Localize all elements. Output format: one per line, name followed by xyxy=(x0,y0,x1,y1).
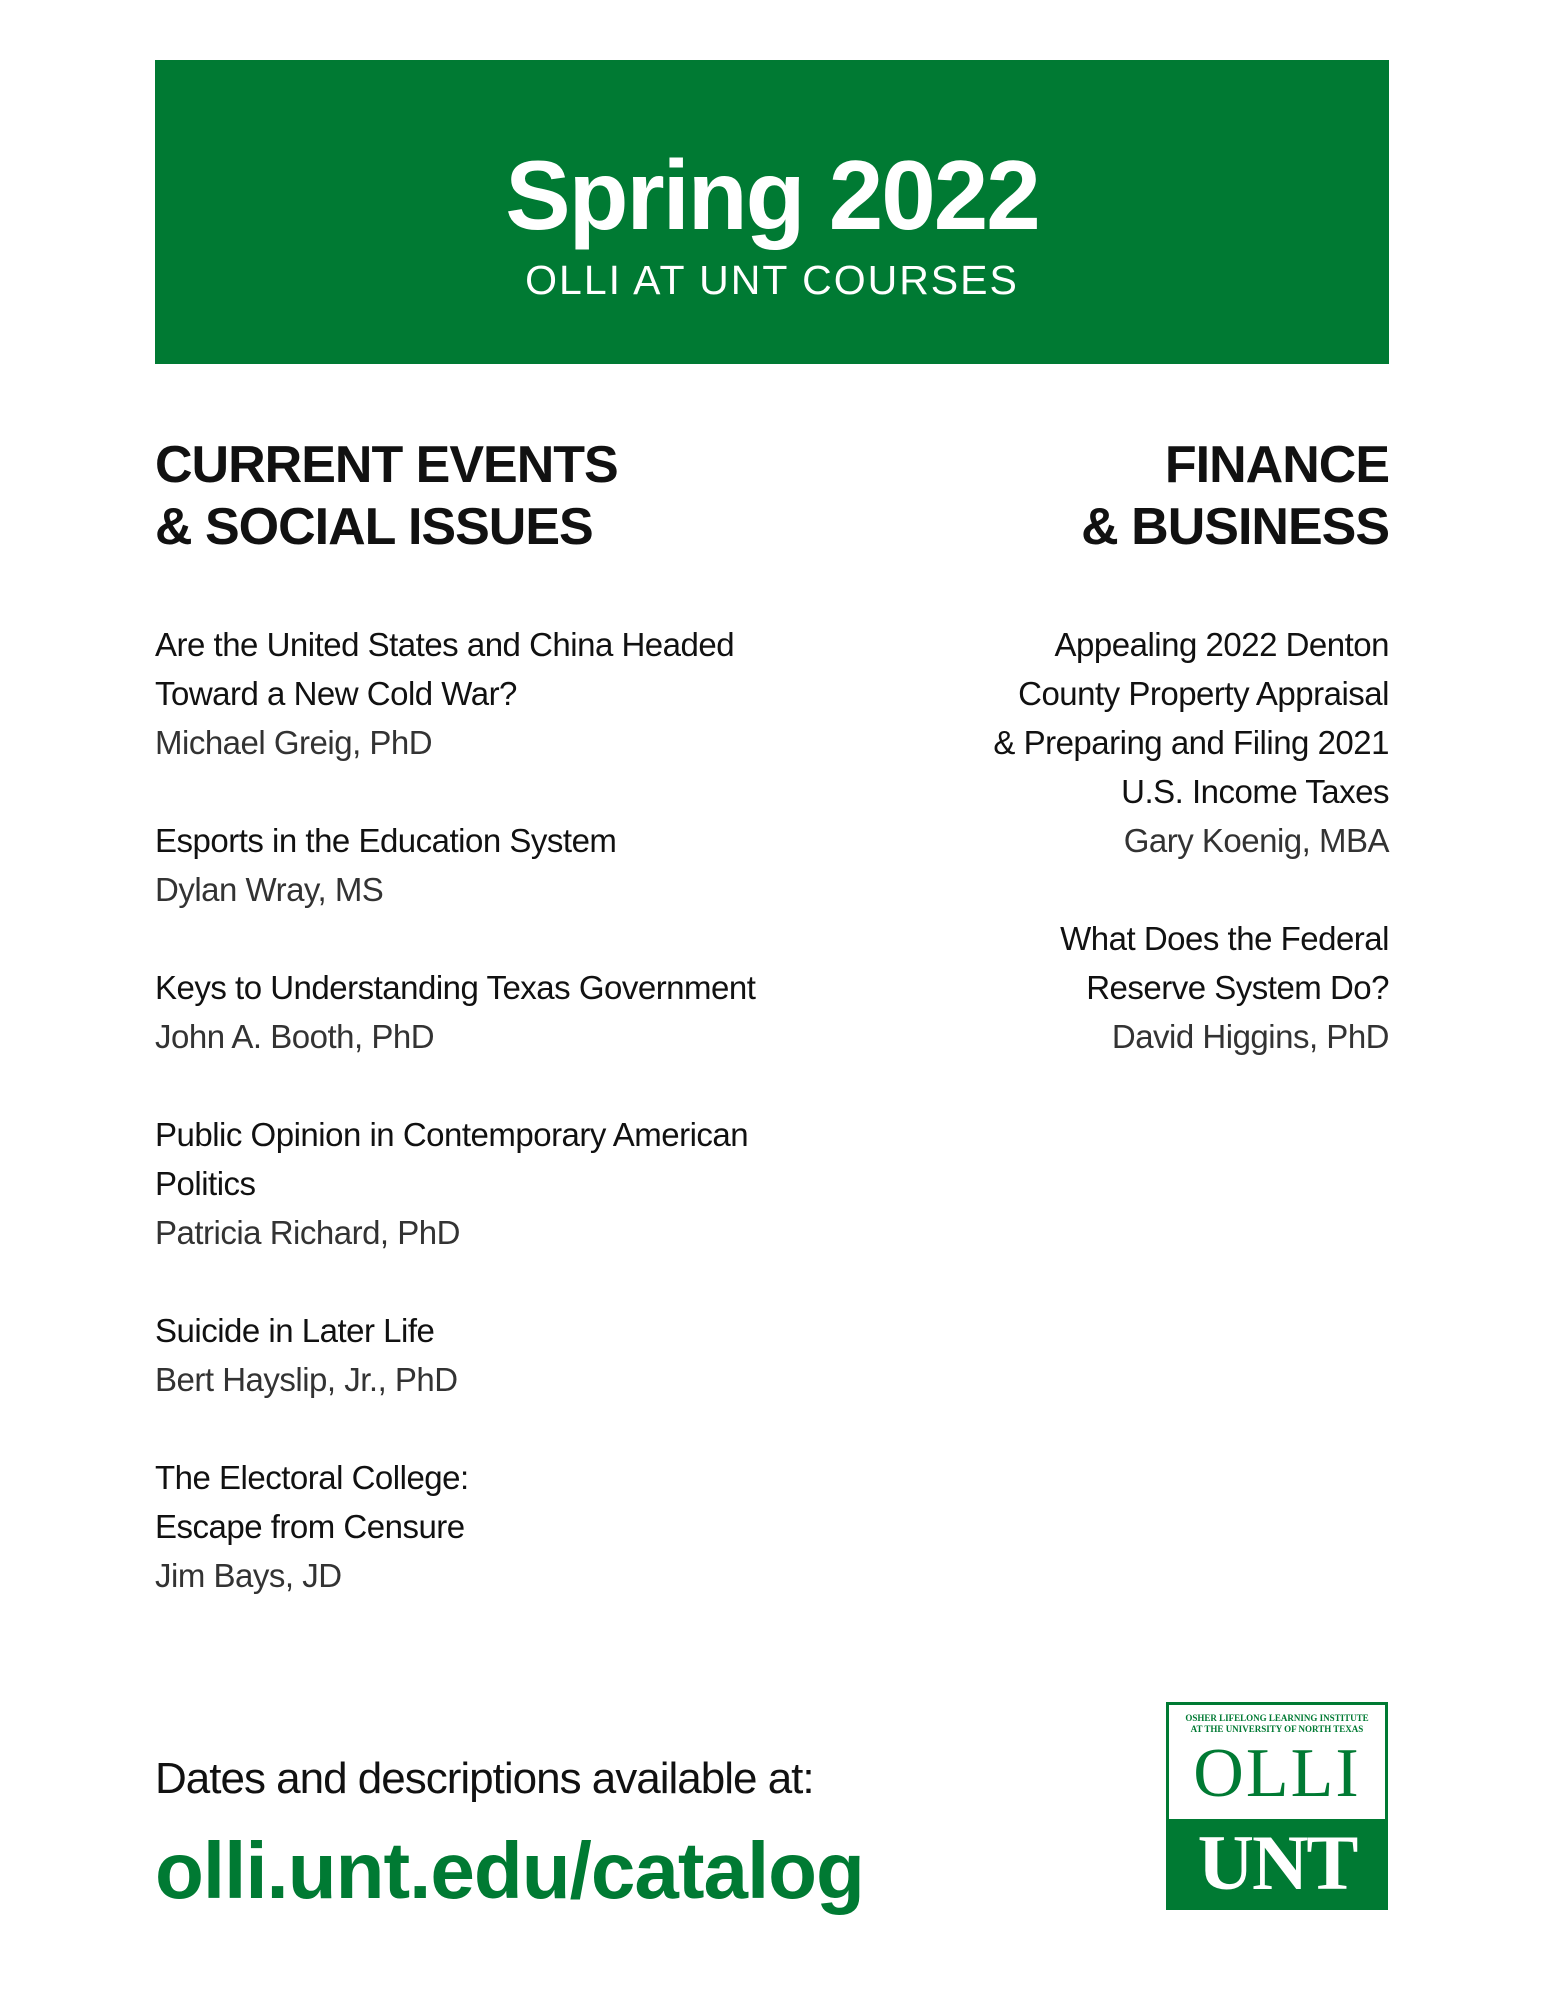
course-instructor: Michael Greig, PhD xyxy=(155,724,433,761)
course-title-line: The Electoral College: xyxy=(155,1459,469,1496)
course-title-line: What Does the Federal xyxy=(1060,920,1389,957)
section-heading-finance xyxy=(1081,434,1389,558)
catalog-link[interactable]: olli.unt.edu/catalog xyxy=(155,1826,864,1915)
course-list-current-events xyxy=(155,620,835,1649)
logo-tagline xyxy=(1169,1713,1385,1735)
catalog-note: Dates and descriptions available at: xyxy=(155,1754,814,1803)
course-title-line: Reserve System Do? xyxy=(1086,969,1389,1006)
course-instructor: Dylan Wray, MS xyxy=(155,871,384,908)
course-item xyxy=(155,1453,835,1600)
course-title xyxy=(155,1306,835,1355)
section-heading-current-events xyxy=(155,434,618,558)
logo-unt-wordmark: UNT xyxy=(1169,1819,1385,1907)
course-title-line: Appealing 2022 Denton xyxy=(1054,626,1389,663)
logo-olli-wordmark: OLLI xyxy=(1193,1735,1361,1812)
course-item xyxy=(155,1306,835,1404)
page-title: Spring 2022 xyxy=(505,140,1039,250)
course-title-line: County Property Appraisal xyxy=(1018,675,1389,712)
heading-line: CURRENT EVENTS xyxy=(155,436,618,494)
course-title-line: Escape from Censure xyxy=(155,1508,465,1545)
course-instructor: Patricia Richard, PhD xyxy=(155,1214,460,1251)
course-title-line: Suicide in Later Life xyxy=(155,1312,435,1349)
course-title-line: Politics xyxy=(155,1165,256,1202)
course-list-finance xyxy=(869,620,1389,1110)
course-title-line: Keys to Understanding Texas Government xyxy=(155,969,756,1006)
course-title xyxy=(155,620,835,718)
course-title xyxy=(869,914,1389,1012)
course-item xyxy=(869,914,1389,1061)
course-item xyxy=(869,620,1389,865)
course-title xyxy=(155,963,835,1012)
page-subtitle: OLLI AT UNT COURSES xyxy=(525,257,1019,303)
course-title xyxy=(155,1453,835,1551)
logo-tagline-line: AT THE UNIVERSITY OF NORTH TEXAS xyxy=(1190,1724,1364,1734)
course-instructor: Gary Koenig, MBA xyxy=(1123,822,1389,859)
course-item xyxy=(155,963,835,1061)
olli-unt-logo xyxy=(1166,1702,1388,1910)
course-title-line: Esports in the Education System xyxy=(155,822,617,859)
course-item xyxy=(155,816,835,914)
course-title-line: U.S. Income Taxes xyxy=(1121,773,1389,810)
course-title-line: Are the United States and China Headed xyxy=(155,626,735,663)
course-item xyxy=(155,620,835,767)
header-banner xyxy=(155,60,1389,364)
heading-line: & SOCIAL ISSUES xyxy=(155,498,593,556)
course-title-line: & Preparing and Filing 2021 xyxy=(993,724,1389,761)
logo-tagline-line: OSHER LIFELONG LEARNING INSTITUTE xyxy=(1185,1713,1369,1723)
heading-line: FINANCE xyxy=(1164,436,1389,494)
course-title xyxy=(155,816,835,865)
course-item xyxy=(155,1110,835,1257)
course-title-line: Toward a New Cold War? xyxy=(155,675,517,712)
course-title xyxy=(869,620,1389,816)
course-title xyxy=(155,1110,835,1208)
course-instructor: John A. Booth, PhD xyxy=(155,1018,435,1055)
course-instructor: Jim Bays, JD xyxy=(155,1557,342,1594)
heading-line: & BUSINESS xyxy=(1081,498,1389,556)
course-instructor: David Higgins, PhD xyxy=(1111,1018,1389,1055)
course-instructor: Bert Hayslip, Jr., PhD xyxy=(155,1361,458,1398)
course-title-line: Public Opinion in Contemporary American xyxy=(155,1116,749,1153)
